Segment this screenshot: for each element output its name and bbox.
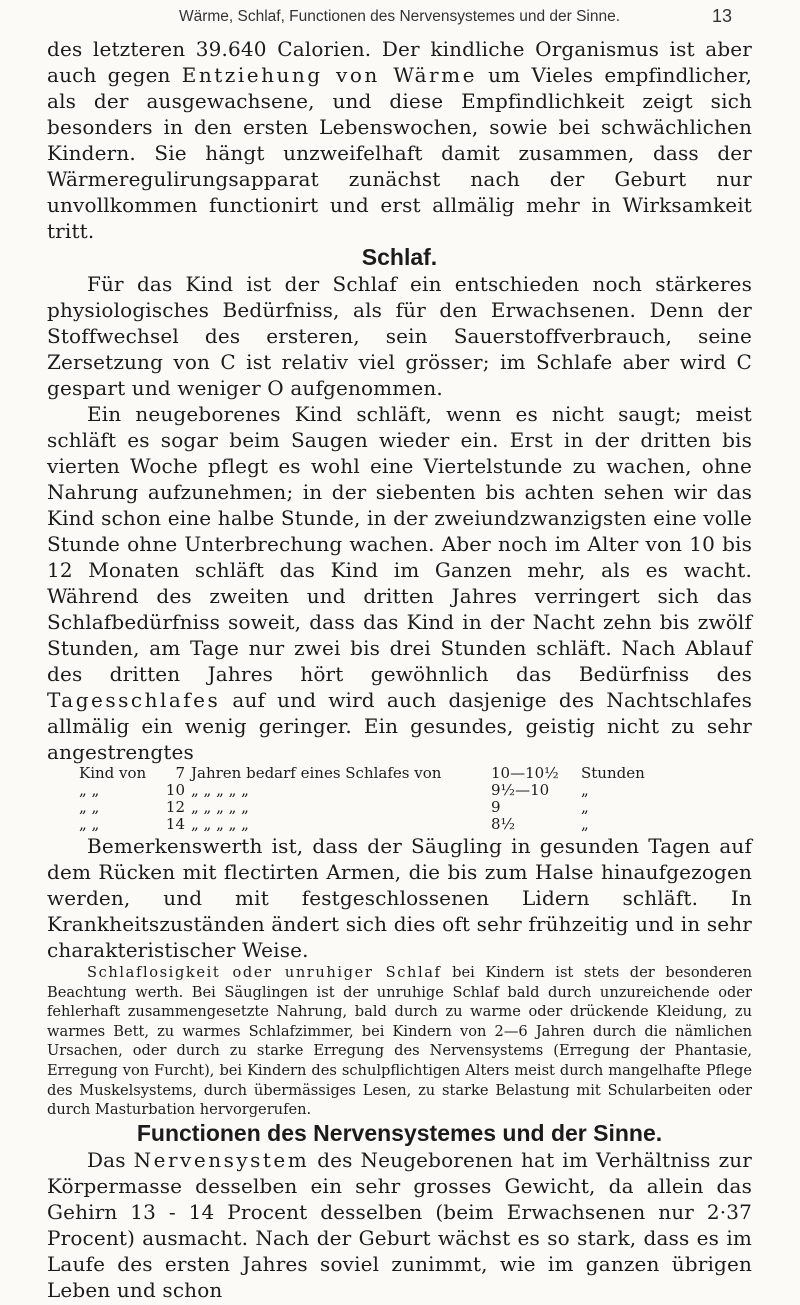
table-cell-age: 14 [165,815,185,833]
sleep-paragraph-2-emphasis: Tagesschlafes [47,688,221,712]
table-cell-text: Jahren bedarf eines Schlafes von [191,764,442,782]
intro-text-1: des letzteren 39.640 Calorien. Der kindliche Organismus ist aber auch gegen [47,37,752,87]
nerve-paragraph [47,1147,752,1303]
table-cell-age: 12 [165,798,185,816]
table-row [79,782,661,799]
sleep-paragraph-2-b: auf und wird auch dasjenige des Nachtschlafes allmälig ein wenig geringer. Ein gesundes, geistig nicht zu sehr angestrengtes [47,688,752,764]
table-cell-kind: Kind von [79,764,147,782]
table-row [79,816,661,833]
table-cell-hours: 9½—10 [491,781,550,799]
sleep-note [47,963,752,1120]
table-cell-text: „ „ „ „ „ [191,781,249,799]
table-cell-kind: „ „ [79,815,100,833]
table-cell-hours: 10—10½ [491,764,559,782]
table-cell-kind: „ „ [79,781,100,799]
table-cell-unit: Stunden [581,764,645,782]
table-cell-hours: 9 [491,798,501,816]
sleep-note-text: bei Kindern ist stets der besonderen Beachtung werth. Bei Säuglingen ist der unruhige Schlaf bald durch unzureichende oder fehlerhaft zusammengesetzte Nahrung, bald durch zu warme oder drückende Kleidung, zu warmes Bett, zu warmes Schlafzimmer, bei Kindern von 2—6 Jahren durch die nämlichen Ursachen, oder durch zu starke Erregung des Nervensystems (Erregung der Phantasie, Erregung von Furcht), bei Kindern des schulpflichtigen Alters meist durch mangelhafte Pflege des Muskelsystems, durch übermässiges Lesen, zu starke Belastung mit Schularbeiten oder durch Masturbation hervorgerufen. [47,964,752,1119]
table-cell-age: 10 [165,781,185,799]
sleep-duration-table [79,765,661,833]
nerve-heading: Functionen des Nervensystemes und der Sinne. [136,1119,663,1146]
table-cell-kind: „ „ [79,798,100,816]
page-number: 13 [711,6,732,26]
table-cell-text: „ „ „ „ „ [191,815,249,833]
sleep-paragraph-3: Bemerkenswerth ist, dass der Säugling in gesunden Tagen auf dem Rücken mit flectirten Armen, die bis zum Halse hinaufgezogen werden, und mit festgeschlossenen Lidern schläft. In Krankheitszuständen ändert sich dies oft sehr frühzeitig und in sehr charakteristischer Weise. [47,834,752,962]
table-cell-hours: 8½ [491,815,516,833]
nerve-text-1: Das [87,1147,134,1172]
table-row [79,765,661,782]
table-cell-unit: „ [581,815,589,833]
table-cell-text: „ „ „ „ „ [191,798,249,816]
sleep-note-emphasis: Schlaflosigkeit oder unruhiger Schlaf [87,964,442,981]
sleep-paragraph-1: Für das Kind ist der Schlaf ein entschieden noch stärkeres physiologisches Bedürfniss, als für den Erwachsenen. Denn der Stoffwechsel des ersteren, sein Sauerstoffverbrauch, seine Zersetzung von C ist relativ viel grösser; im Schlafe aber wird C gespart und weniger O aufgenommen. [47,272,752,400]
sleep-heading: Schlaf. [361,244,438,270]
running-head [47,0,752,36]
table-row [79,799,661,816]
nerve-text-2: des Neugeborenen hat im Verhältniss zur Körpermasse desselben ein sehr grosses Gewicht, da allein das Gehirn 13 - 14 Procent desselben (beim Erwachsenen nur 2·37 Procent) ausmacht. Nach der Geburt wächst es so stark, dass es im Laufe des ersten Jahres soviel zunimmt, wie im ganzen übrigen Leben und schon [47,1147,753,1302]
table-cell-unit: „ [581,798,589,816]
intro-paragraph [47,36,752,244]
sleep-paragraph-2 [47,401,752,765]
nerve-emphasis: Nervensystem [133,1147,310,1172]
running-title: Wärme, Schlaf, Functionen des Nervensystemes und der Sinne. [178,8,621,25]
intro-text-2: um Vieles empfindlicher, als der ausgewachsene, und diese Empfindlichkeit zeigt sich besonders in den ersten Lebenswochen, sowie bei schwächlichen Kindern. Sie hängt unzweifelhaft damit zusammen, dass der Wärmeregulirungsapparat zunächst nach der Geburt nur unvollkommen functionirt und erst allmälig mehr in Wirksamkeit tritt. [47,63,752,243]
intro-emphasis: Entziehung von Wärme [181,63,477,87]
table-cell-age: 7 [175,764,185,782]
sleep-paragraph-2-a: Ein neugeborenes Kind schläft, wenn es nicht saugt; meist schläft es sogar beim Saugen wieder ein. Erst in der dritten bis vierten Woche pflegt es wohl eine Viertelstunde zu wachen, ohne Nahrung aufzunehmen; in der siebenten bis achten sehen wir das Kind schon eine halbe Stunde, in der zweiundzwanzigsten eine volle Stunde ohne Unterbrechung wachen. Aber noch im Alter von 10 bis 12 Monaten schläft das Kind im Ganzen mehr, als es wacht. Während des zweiten und dritten Jahres verringert sich das Schlafbedürfniss soweit, dass das Kind in der Nacht zehn bis zwölf Stunden, am Tage nur zwei bis drei Stunden schläft. Nach Ablauf des dritten Jahres hört gewöhnlich das Bedürfniss des [47,402,752,686]
table-cell-unit: „ [581,781,589,799]
